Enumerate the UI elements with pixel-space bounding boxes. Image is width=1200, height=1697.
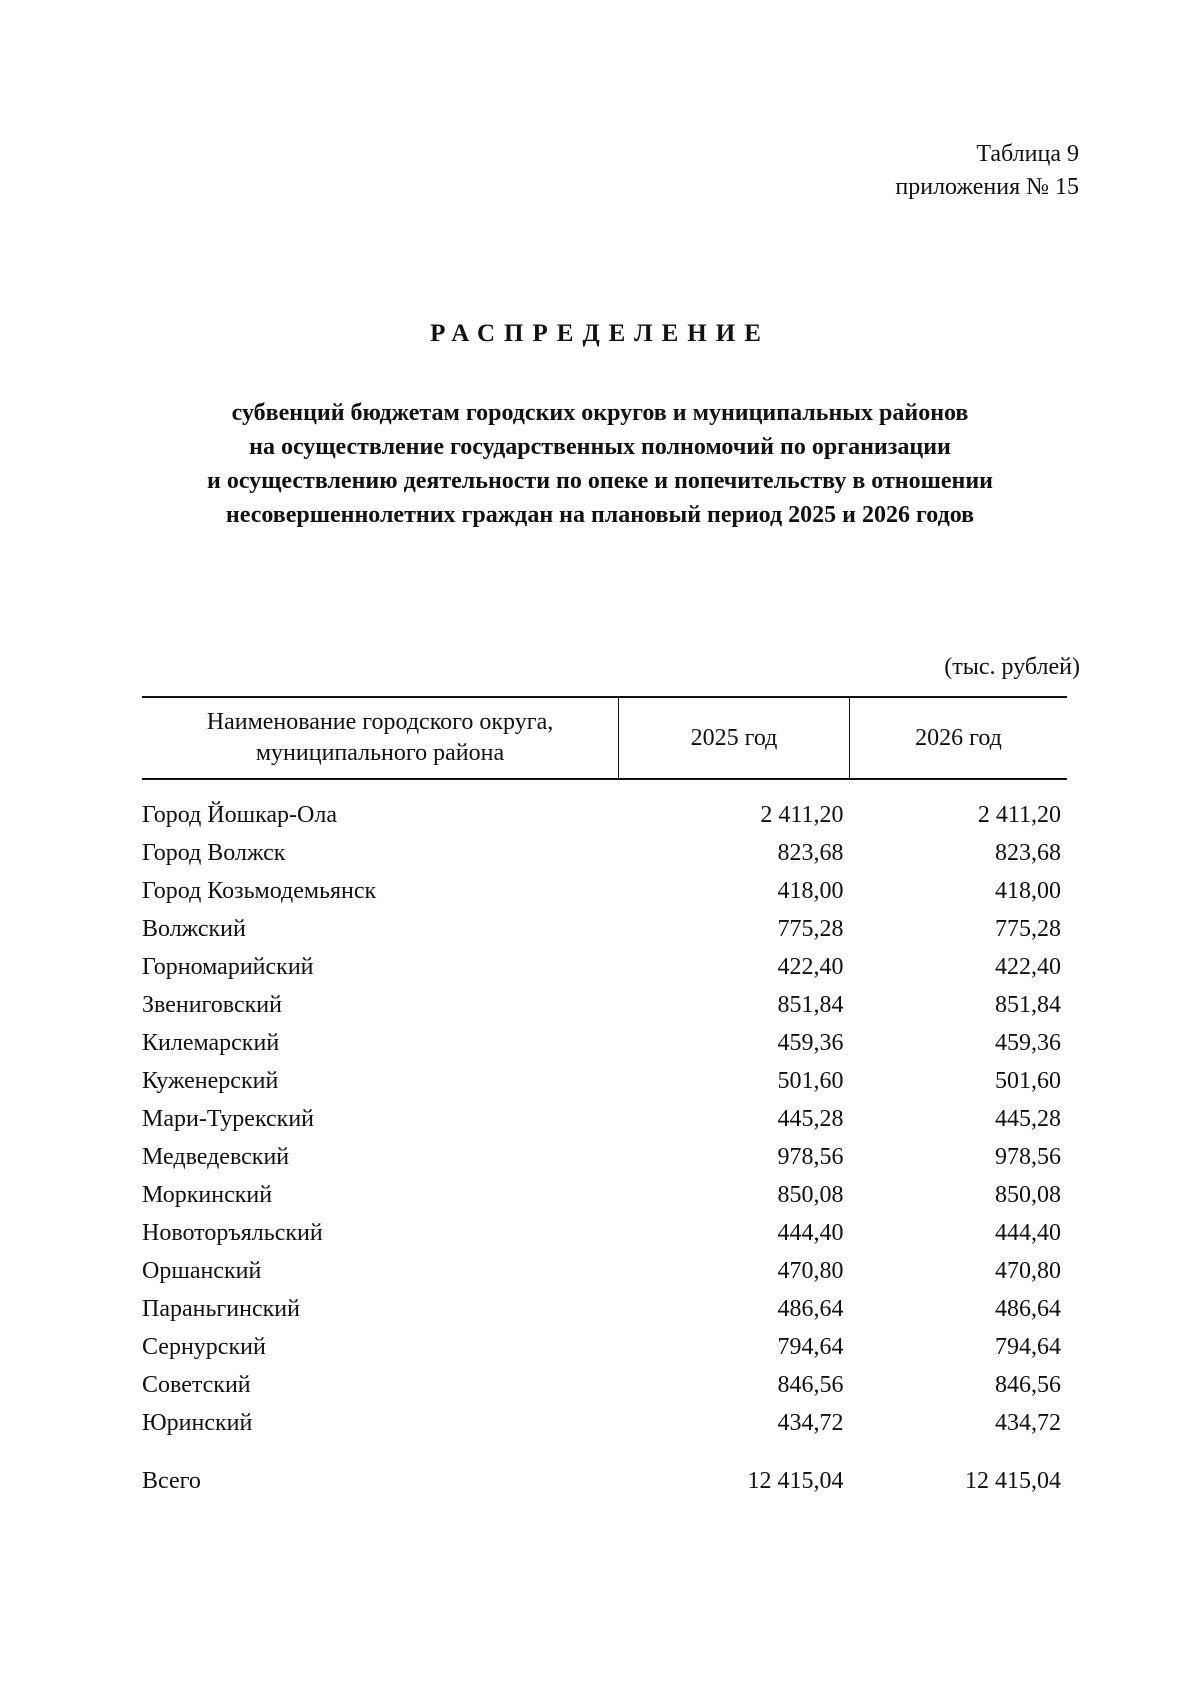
table-row — [142, 1404, 1067, 1442]
row-name: Юринский — [142, 1410, 253, 1436]
row-value-2026: 444,40 — [995, 1220, 1061, 1246]
row-value-2025: 978,56 — [777, 1144, 844, 1170]
row-value-2026: 794,64 — [995, 1334, 1061, 1360]
row-name: Сернурский — [142, 1334, 266, 1360]
row-name: Город Волжск — [142, 840, 286, 866]
row-value-2026: 850,08 — [995, 1182, 1061, 1208]
row-value-2025: 850,08 — [777, 1182, 844, 1208]
table-row — [142, 948, 1067, 986]
row-name: Горномарийский — [142, 954, 314, 980]
subtitle-line: субвенций бюджетам городских округов и муниципальных районов — [231, 400, 969, 426]
table-number: Таблица 9 — [976, 141, 1079, 167]
row-name: Волжский — [142, 916, 246, 942]
row-value-2025: 422,40 — [777, 954, 844, 980]
row-value-2026: 418,00 — [995, 878, 1061, 904]
row-name: Город Йошкар-Ола — [142, 802, 337, 828]
row-value-2026: 775,28 — [995, 916, 1061, 942]
row-name: Советский — [142, 1372, 251, 1398]
header-name — [142, 697, 619, 779]
row-name: Звениговский — [142, 992, 282, 1018]
row-value-2025: 775,28 — [777, 916, 844, 942]
row-value-2026: 486,64 — [995, 1296, 1061, 1322]
row-value-2026: 978,56 — [995, 1144, 1061, 1170]
document-title: РАСПРЕДЕЛЕНИЕ — [430, 320, 770, 347]
subtitle-line: на осуществление государственных полномочий по организации — [249, 434, 951, 460]
row-name: Мари-Турекский — [142, 1106, 315, 1132]
row-value-2025: 459,36 — [777, 1030, 844, 1056]
row-value-2025: 851,84 — [777, 992, 844, 1018]
table-row — [142, 834, 1067, 872]
table-body — [142, 779, 1067, 1500]
table-row — [142, 796, 1067, 834]
row-value-2025: 486,64 — [777, 1296, 844, 1322]
header-2025: 2025 год — [619, 697, 850, 779]
row-value-2026: 823,68 — [995, 840, 1061, 866]
row-value-2025: 418,00 — [777, 878, 844, 904]
table-row — [142, 1366, 1067, 1404]
units-label: (тыс. рублей) — [944, 654, 1080, 680]
row-value-2026: 445,28 — [995, 1106, 1061, 1132]
row-value-2025: 445,28 — [777, 1106, 844, 1132]
row-name: Медведевский — [142, 1144, 290, 1170]
table-row — [142, 1290, 1067, 1328]
row-value-2026: 846,56 — [995, 1372, 1061, 1398]
row-name: Новоторъяльский — [142, 1220, 323, 1246]
distribution-table — [142, 696, 1067, 1500]
header-name-line: муниципального района — [255, 740, 505, 766]
row-name: Город Козьмодемьянск — [142, 878, 377, 904]
total-spacer — [142, 1442, 1067, 1462]
table-header-row — [142, 697, 1067, 779]
row-name: Параньгинский — [142, 1296, 300, 1322]
table-row — [142, 986, 1067, 1024]
row-value-2025: 794,64 — [777, 1334, 844, 1360]
header-2026: 2026 год — [850, 697, 1068, 779]
row-name: Куженерский — [142, 1068, 279, 1094]
appendix-number: приложения № 15 — [895, 174, 1079, 200]
table-row — [142, 1138, 1067, 1176]
subtitle-line: и осуществлению деятельности по опеке и попечительству в отношении — [207, 468, 993, 494]
row-value-2025: 2 411,20 — [760, 802, 844, 828]
table-row — [142, 1024, 1067, 1062]
table-row — [142, 1214, 1067, 1252]
document-subtitle — [100, 396, 1100, 532]
row-value-2025: 444,40 — [777, 1220, 844, 1246]
row-value-2026: 459,36 — [995, 1030, 1061, 1056]
table-row — [142, 1062, 1067, 1100]
table-row — [142, 1252, 1067, 1290]
total-row — [142, 1462, 1067, 1500]
total-value-2025: 12 415,04 — [747, 1468, 844, 1494]
table-row — [142, 872, 1067, 910]
table-row — [142, 1100, 1067, 1138]
header-spacer — [142, 779, 1067, 796]
table-row — [142, 910, 1067, 948]
row-name: Килемарский — [142, 1030, 280, 1056]
header-name-line: Наименование городского округа, — [206, 709, 554, 735]
row-value-2026: 501,60 — [995, 1068, 1061, 1094]
row-name: Оршанский — [142, 1258, 262, 1284]
row-value-2026: 851,84 — [995, 992, 1061, 1018]
row-value-2026: 470,80 — [995, 1258, 1061, 1284]
total-label: Всего — [142, 1468, 201, 1494]
row-value-2025: 470,80 — [777, 1258, 844, 1284]
row-value-2025: 846,56 — [777, 1372, 844, 1398]
row-value-2025: 434,72 — [777, 1410, 844, 1436]
row-name: Моркинский — [142, 1182, 273, 1208]
row-value-2025: 823,68 — [777, 840, 844, 866]
total-value-2026: 12 415,04 — [965, 1468, 1061, 1494]
table-row — [142, 1176, 1067, 1214]
table-reference — [895, 138, 1079, 204]
row-value-2026: 2 411,20 — [977, 802, 1061, 828]
row-value-2026: 434,72 — [995, 1410, 1061, 1436]
row-value-2026: 422,40 — [995, 954, 1061, 980]
table-row — [142, 1328, 1067, 1366]
subtitle-line: несовершеннолетних граждан на плановый период 2025 и 2026 годов — [225, 502, 975, 528]
row-value-2025: 501,60 — [777, 1068, 844, 1094]
